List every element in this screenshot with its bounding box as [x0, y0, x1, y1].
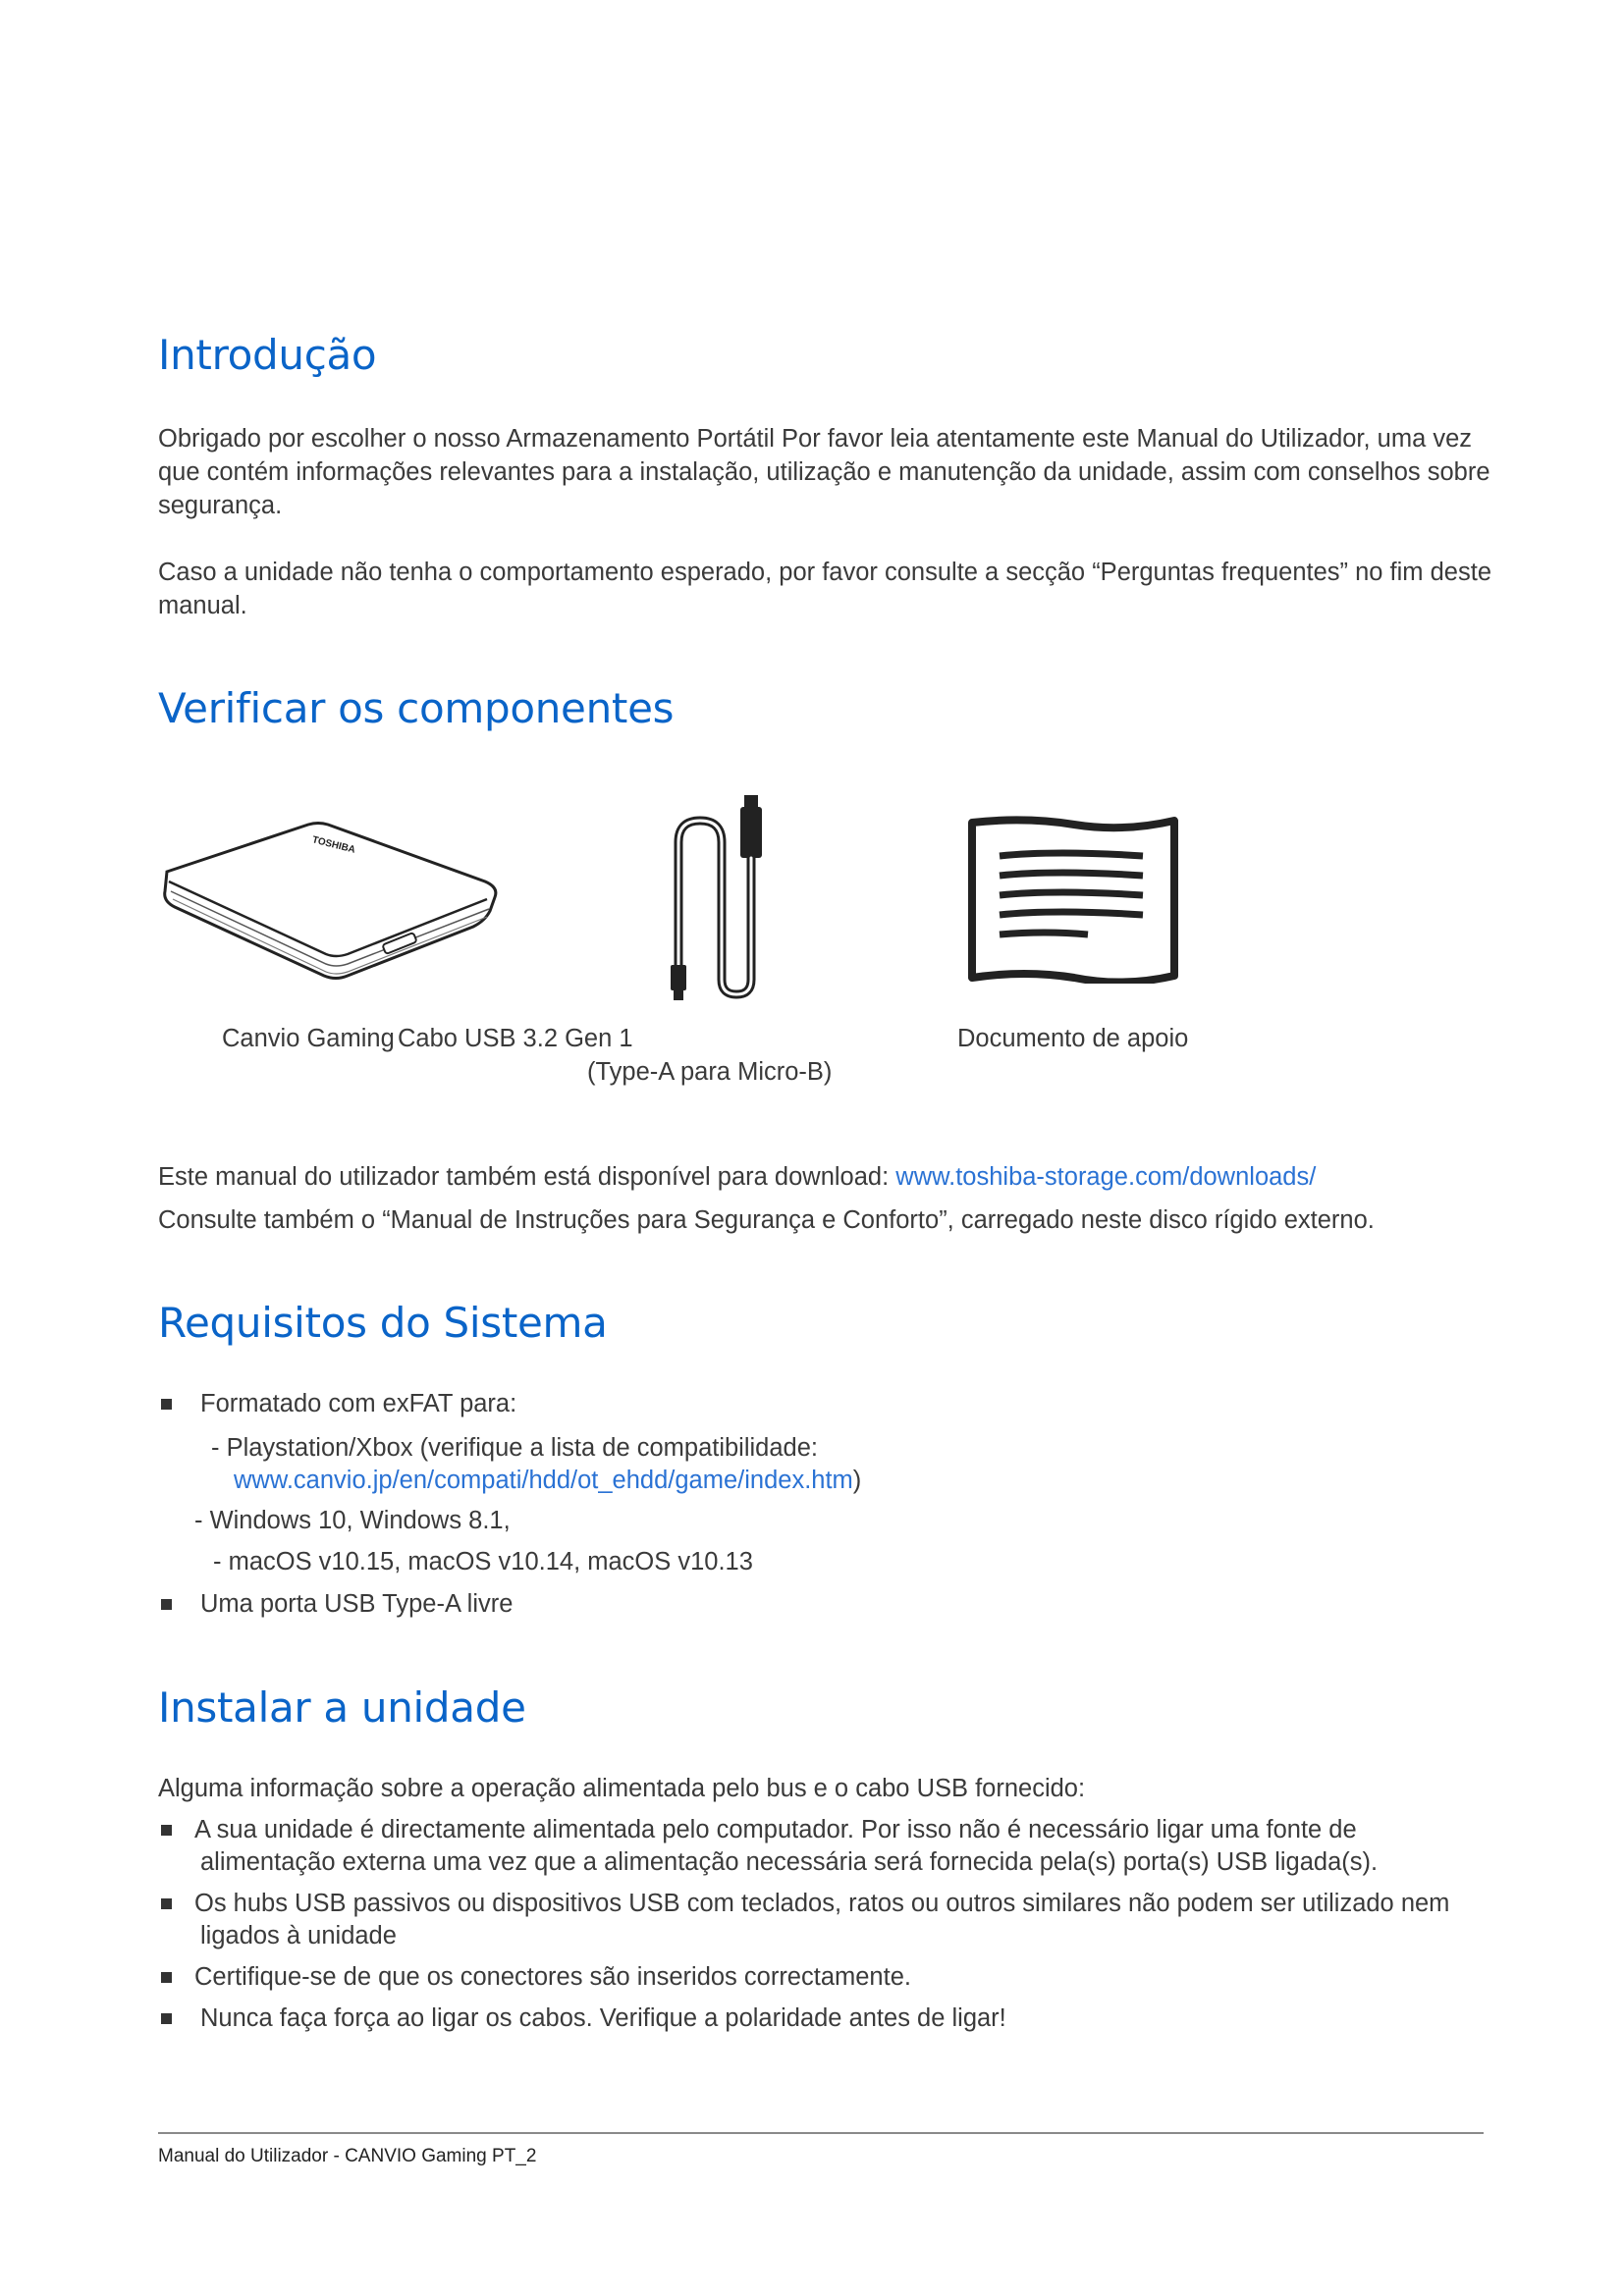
- section-title-componentes: Verificar os componentes: [158, 684, 675, 732]
- drive-caption: Canvio Gaming: [222, 1025, 395, 1052]
- cable-caption-line2: (Type-A para Micro-B): [587, 1058, 833, 1086]
- consult-paragraph: Consulte também o “Manual de Instruções para Segurança e Conforto”, carregado neste disco rígido externo.: [158, 1206, 1375, 1234]
- usb-cable-illustration: [648, 793, 776, 1009]
- install-b1-line2: alimentação externa uma vez que a alimentação necessária será fornecida pela(s) porta(s) USB ligada(s).: [200, 1848, 1379, 1876]
- install-intro: Alguma informação sobre a operação alimentada pelo bus e o cabo USB fornecido:: [158, 1775, 1086, 1802]
- cable-caption-line1: Cabo USB 3.2 Gen 1: [398, 1025, 633, 1052]
- bullet-icon: [161, 1972, 172, 1983]
- section-title-introducao: Introdução: [158, 331, 377, 379]
- req-item-usb-port: Uma porta USB Type-A livre: [200, 1590, 514, 1618]
- download-link[interactable]: www.toshiba-storage.com/downloads/: [895, 1163, 1317, 1191]
- req-sub-macos: - macOS v10.15, macOS v10.14, macOS v10.13: [213, 1548, 753, 1575]
- bullet-icon: [161, 1898, 172, 1909]
- support-document-illustration: [966, 815, 1182, 984]
- install-b2-line2: ligados à unidade: [200, 1922, 397, 1949]
- install-b1-line1: A sua unidade é directamente alimentada pelo computador. Por isso não é necessário ligar uma fonte de: [194, 1816, 1357, 1843]
- section-title-requisitos: Requisitos do Sistema: [158, 1299, 608, 1347]
- compatibility-link[interactable]: www.canvio.jp/en/compati/hdd/ot_ehdd/game/index.htm: [234, 1467, 853, 1494]
- footer-text: Manual do Utilizador - CANVIO Gaming PT_2: [158, 2146, 537, 2166]
- req-sub-playstation: - Playstation/Xbox (verifique a lista de compatibilidade:: [211, 1434, 818, 1462]
- req-sub-link-row: [234, 1464, 861, 1497]
- section-title-instalar: Instalar a unidade: [158, 1683, 526, 1732]
- intro-paragraph-2: Caso a unidade não tenha o comportamento esperado, por favor consulte a secção “Perguntas frequentes” no fim deste manual.: [158, 559, 1491, 619]
- bullet-icon: [161, 1399, 172, 1410]
- req-item-exfat: Formatado com exFAT para:: [200, 1390, 517, 1417]
- link-close-paren: ): [852, 1467, 862, 1494]
- bullet-icon: [161, 2013, 172, 2024]
- install-b3: Certifique-se de que os conectores são inseridos correctamente.: [194, 1963, 911, 1991]
- intro-paragraph-1: Obrigado por escolher o nosso Armazenamento Portátil Por favor leia atentamente este Manual do Utilizador, uma vez que contém informações relevantes para a instalação, utilização e manutenção da unidade, assim com conselhos sobre segurança.: [158, 425, 1490, 519]
- install-b4: Nunca faça força ao ligar os cabos. Verifique a polaridade antes de ligar!: [200, 2004, 1006, 2032]
- hard-drive-illustration: [161, 813, 507, 986]
- footer-divider: [158, 2132, 1484, 2134]
- drive-logo: TOSHIBA: [310, 834, 356, 856]
- download-paragraph: [158, 1160, 1493, 1194]
- download-text: Este manual do utilizador também está disponível para download:: [158, 1163, 896, 1191]
- bullet-icon: [161, 1825, 172, 1836]
- install-b2-line1: Os hubs USB passivos ou dispositivos USB com teclados, ratos ou outros similares não podem ser utilizado nem: [194, 1890, 1450, 1917]
- req-sub-windows: - Windows 10, Windows 8.1,: [194, 1507, 511, 1534]
- bullet-icon: [161, 1599, 172, 1610]
- document-caption: Documento de apoio: [957, 1025, 1189, 1052]
